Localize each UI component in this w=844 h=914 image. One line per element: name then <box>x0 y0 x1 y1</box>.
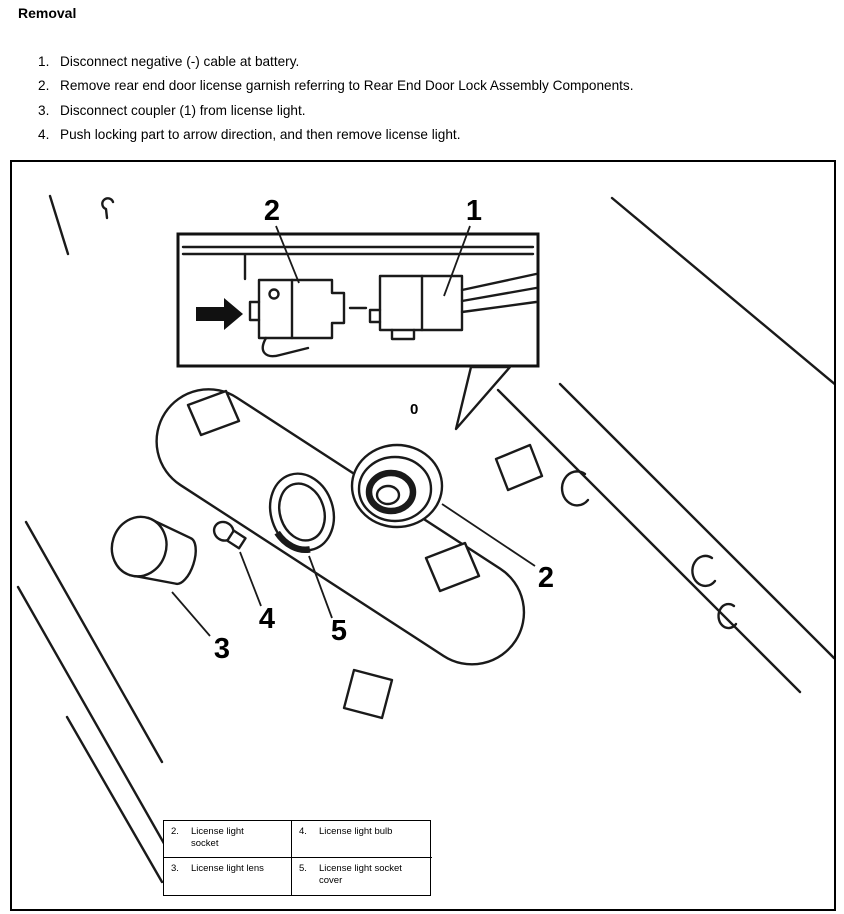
step-item: Disconnect negative (-) cable at battery. <box>60 54 300 69</box>
socket-cover <box>104 510 202 593</box>
legend-item-label: License light lens <box>191 863 264 874</box>
callout-5: 5 <box>330 615 348 647</box>
license-light-diagram <box>12 162 834 909</box>
step-item: Disconnect coupler (1) from license light. <box>60 102 306 118</box>
clip-c-icon <box>692 556 715 586</box>
legend-table <box>163 820 431 896</box>
zero-mark: 0 <box>410 401 419 418</box>
legend-item-number: 5. <box>299 863 307 874</box>
callout-1: 1 <box>465 195 483 227</box>
clip-diamond <box>344 670 392 718</box>
legend-item-label: License light socket cover <box>319 863 402 886</box>
figure-container <box>10 160 836 911</box>
step-item: Push locking part to arrow direction, and then remove license light. <box>60 127 461 143</box>
legend-cell <box>164 858 292 895</box>
legend-item-number: 4. <box>299 826 307 837</box>
legend-cell <box>292 821 432 858</box>
license-light-socket <box>352 445 442 527</box>
page-title: Removal <box>18 5 77 21</box>
callout-2: 2 <box>537 562 555 594</box>
panel-clip <box>496 445 542 490</box>
legend-item-label: License light bulb <box>319 826 393 837</box>
legend-item-label: License light socket <box>191 826 244 849</box>
legend-cell <box>164 821 292 858</box>
legend-item-number: 2. <box>171 826 179 837</box>
callout-4: 4 <box>258 603 276 635</box>
inset-detail-box <box>178 234 538 366</box>
step-item: Remove rear end door license garnish referring to Rear End Door Lock Assembly Components. <box>60 78 634 94</box>
callout-2-top: 2 <box>263 195 281 227</box>
legend-cell <box>292 858 432 895</box>
callout-pointer <box>456 367 510 429</box>
callout-3: 3 <box>213 633 231 665</box>
legend-item-number: 3. <box>171 863 179 874</box>
removal-steps-list <box>60 50 634 148</box>
